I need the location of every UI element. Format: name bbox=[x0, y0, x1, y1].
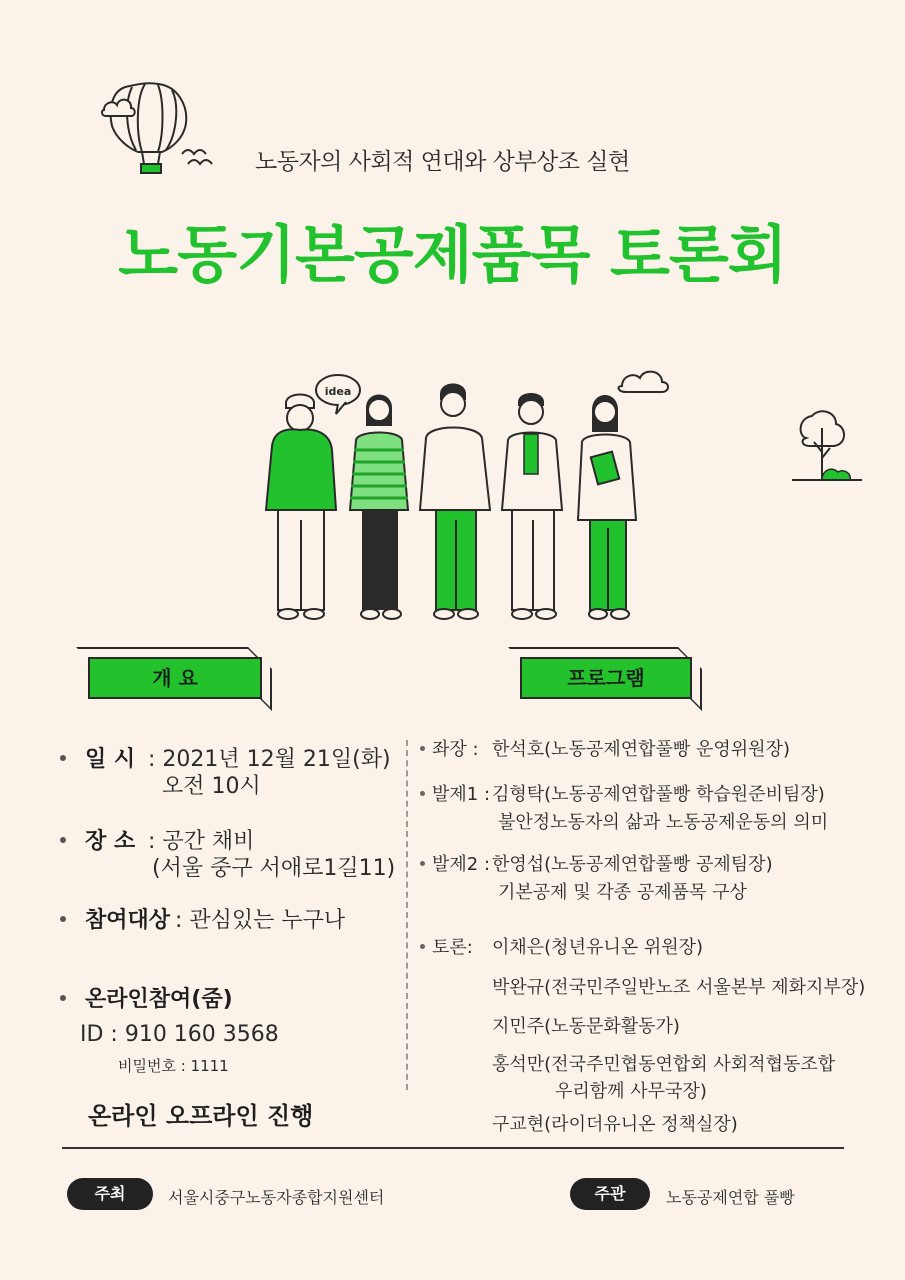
bullet bbox=[60, 755, 66, 761]
panelist: 구교현(라이더유니온 정책실장) bbox=[492, 1114, 738, 1135]
bullet bbox=[60, 837, 66, 843]
zoom-id: ID : 910 160 3568 bbox=[80, 1022, 279, 1047]
panelist: 홍석만(전국주민협동연합회 사회적협동조합 bbox=[492, 1054, 836, 1075]
birds-icon bbox=[180, 144, 216, 170]
presentation2-label: 발제2 : bbox=[432, 854, 491, 875]
presentation1-label: 발제1 : bbox=[432, 784, 491, 805]
column-divider bbox=[406, 740, 408, 1090]
panelist-continued: 우리함께 사무국장) bbox=[555, 1081, 707, 1102]
online-label: 온라인참여(줌) bbox=[85, 987, 233, 1012]
time-value: 오전 10시 bbox=[162, 774, 261, 799]
place-label: 장 소 bbox=[85, 829, 136, 854]
host-name: 서울시중구노동자종합지원센터 bbox=[168, 1188, 385, 1207]
place-value: : 공간 채비 bbox=[148, 829, 255, 854]
bullet bbox=[60, 916, 66, 922]
event-mode: 온라인 오프라인 진행 bbox=[88, 1102, 314, 1130]
target-label: 참여대상 bbox=[85, 908, 171, 933]
idea-bubble-text: idea bbox=[324, 385, 352, 398]
people-illustration bbox=[260, 360, 680, 630]
tree-icon bbox=[792, 408, 862, 484]
date-value: : 2021년 12월 21일(화) bbox=[148, 747, 391, 772]
date-label: 일 시 bbox=[85, 747, 136, 772]
organizer-name: 노동공제연합 풀빵 bbox=[666, 1188, 795, 1207]
overview-heading-top bbox=[76, 647, 260, 659]
host-badge: 주최 bbox=[67, 1178, 153, 1210]
program-heading-label: 프로그램 bbox=[567, 666, 645, 690]
chair-value: 한석호(노동공제연합풀빵 운영위원장) bbox=[492, 739, 790, 760]
panelist: 지민주(노동문화활동가) bbox=[492, 1016, 680, 1037]
presentation1-topic: 불안정노동자의 삶과 노동공제운동의 의미 bbox=[498, 812, 829, 833]
presentation2-topic: 기본공제 및 각종 공제품목 구상 bbox=[498, 882, 747, 903]
bullet bbox=[420, 861, 425, 866]
overview-heading-depth bbox=[260, 657, 272, 711]
presentation2-presenter: 한영섭(노동공제연합풀빵 공제팀장) bbox=[492, 854, 773, 875]
footer-divider bbox=[62, 1147, 844, 1149]
discussion-label: 토론: bbox=[432, 937, 473, 958]
bullet bbox=[60, 995, 66, 1001]
event-subtitle: 노동자의 사회적 연대와 상부상조 실현 bbox=[255, 149, 630, 175]
bullet bbox=[420, 791, 425, 796]
panelist: 이채은(청년유니온 위원장) bbox=[492, 937, 704, 958]
chair-label: 좌장 : bbox=[432, 739, 479, 760]
program-heading-depth bbox=[690, 657, 702, 711]
overview-heading-label: 개 요 bbox=[152, 666, 198, 690]
program-heading-top bbox=[508, 647, 690, 659]
program-heading bbox=[520, 657, 692, 699]
overview-heading bbox=[88, 657, 262, 699]
bullet bbox=[420, 746, 425, 751]
hot-air-balloon-icon bbox=[100, 78, 190, 178]
event-title: 노동기본공제품목 토론회 bbox=[118, 218, 787, 291]
place-address: (서울 중구 서애로1길11) bbox=[152, 856, 396, 881]
bullet bbox=[420, 944, 425, 949]
panelist: 박완규(전국민주일반노조 서울본부 제화지부장) bbox=[492, 977, 866, 998]
zoom-password: 비밀번호 : 1111 bbox=[118, 1057, 229, 1075]
organizer-badge: 주관 bbox=[570, 1178, 650, 1210]
target-value: : 관심있는 누구나 bbox=[175, 908, 346, 933]
presentation1-presenter: 김형탁(노동공제연합풀빵 학습원준비팀장) bbox=[492, 784, 825, 805]
